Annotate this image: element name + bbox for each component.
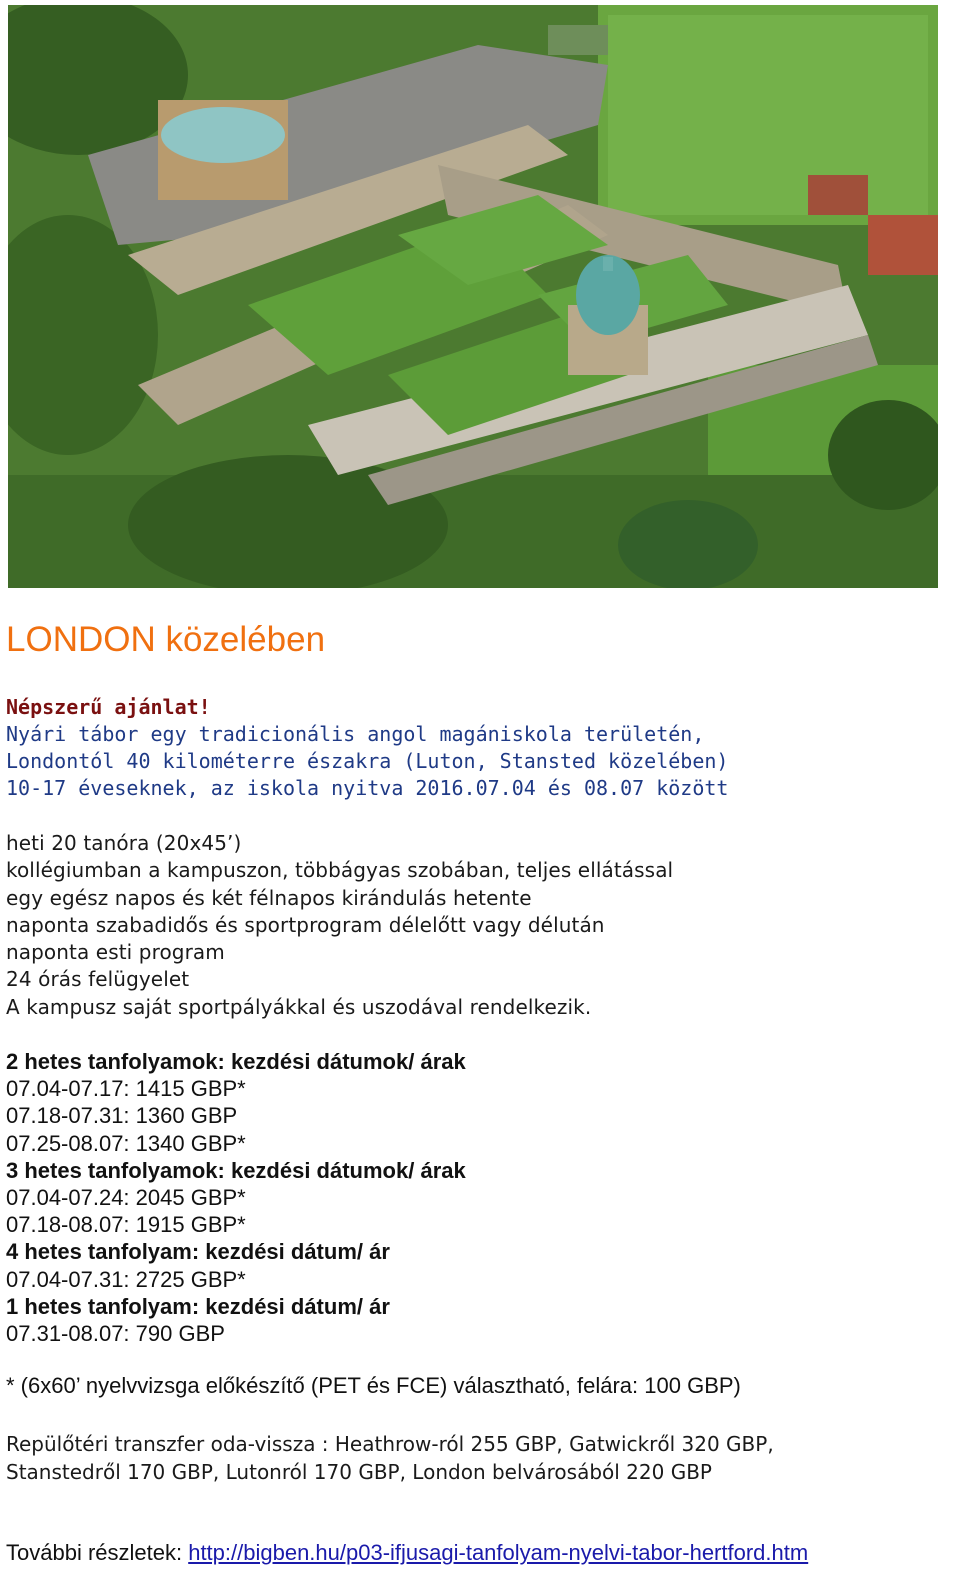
feature-item: kollégiumban a kampuszon, többágyas szobában, teljes ellátással (6, 858, 674, 883)
course-heading: 3 hetes tanfolyamok: kezdési dátumok/ árak (6, 1157, 466, 1183)
aerial-campus-photo (8, 5, 938, 588)
features-list (6, 830, 673, 1021)
intro-line: 10-17 éveseknek, az iskola nyitva 2016.07.04 és 08.07 között (6, 776, 729, 800)
course-date-price: 07.04-07.24: 2045 GBP* (6, 1185, 246, 1211)
intro-line: Nyári tábor egy tradicionális angol magániskola területén, (6, 722, 705, 746)
feature-item: heti 20 tanóra (20x45’) (6, 831, 242, 855)
feature-item: 24 órás felügyelet (6, 967, 190, 992)
intro-block (6, 694, 728, 802)
page-title: LONDON közelében (6, 620, 326, 659)
course-date-price: 07.25-08.07: 1340 GBP* (6, 1130, 246, 1156)
popular-offer-label: Népszerű ajánlat! (6, 695, 211, 719)
course-date-price: 07.18-07.31: 1360 GBP (6, 1103, 238, 1129)
feature-item: naponta szabadidős és sportprogram délelőtt vagy délután (6, 912, 605, 937)
course-price-list (6, 1048, 466, 1347)
course-date-price: 07.04-07.17: 1415 GBP* (6, 1076, 246, 1102)
course-heading: 2 hetes tanfolyamok: kezdési dátumok/ árak (6, 1049, 466, 1074)
campus-illustration (8, 5, 938, 588)
feature-item: egy egész napos és két félnapos kirándulás hetente (6, 885, 532, 910)
more-details (6, 1540, 808, 1566)
course-date-price: 07.31-08.07: 790 GBP (6, 1321, 225, 1347)
transfer-line: Stanstedről 170 GBP, Lutonról 170 GBP, London belvárosából 220 GBP (6, 1459, 712, 1484)
course-heading: 4 hetes tanfolyam: kezdési dátum/ ár (6, 1239, 390, 1265)
feature-item: A kampusz saját sportpályákkal és uszodával rendelkezik. (6, 994, 592, 1019)
transfer-line: Repülőtéri transzfer oda-vissza : Heathrow-ról 255 GBP, Gatwickről 320 GBP, (6, 1432, 774, 1456)
course-date-price: 07.04-07.31: 2725 GBP* (6, 1266, 246, 1292)
course-heading: 1 hetes tanfolyam: kezdési dátum/ ár (6, 1293, 390, 1319)
airport-transfer-block (6, 1431, 774, 1486)
exam-prep-note: * (6x60’ nyelvvizsga előkészítő (PET és FCE) választható, felára: 100 GBP) (6, 1373, 741, 1398)
course-date-price: 07.18-08.07: 1915 GBP* (6, 1212, 246, 1238)
details-link[interactable]: http://bigben.hu/p03-ifjusagi-tanfolyam-nyelvi-tabor-hertford.htm (188, 1540, 809, 1565)
intro-line: Londontól 40 kilométerre északra (Luton, Stansted közelében) (6, 749, 729, 773)
more-details-label: További részletek: (6, 1540, 189, 1565)
feature-item: naponta esti program (6, 940, 225, 965)
